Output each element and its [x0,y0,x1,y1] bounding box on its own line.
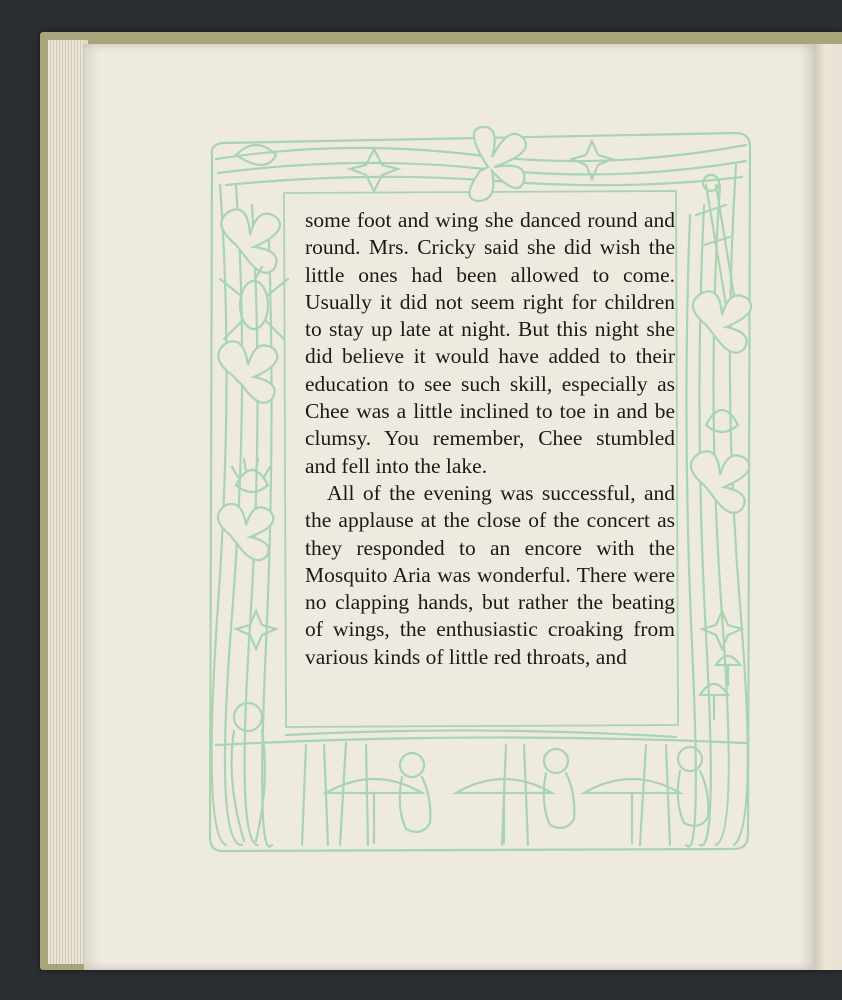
page-text [305,207,675,671]
facing-page-edge [814,44,842,970]
page-edges [48,40,88,964]
paragraph-continued: some foot and wing she danced round and round. Mrs. Cricky said she did wish the little ones had been allowed to come. Usually it did not seem right for children to stay up late at night. But this night she did believe it would have added to their education to see such skill, especially as Chee was a little inclined to toe in and be clumsy. You remember, Chee stumbled and fell into the lake. [305,208,675,478]
paragraph: All of the evening was successful, and the applause at the close of the concert as they responded to an encore with the Mosquito Aria was wonderful. There were no clapping hands, but rather the beating of wings, the enthusiastic croaking from various kinds of little red throats, and [305,480,675,669]
